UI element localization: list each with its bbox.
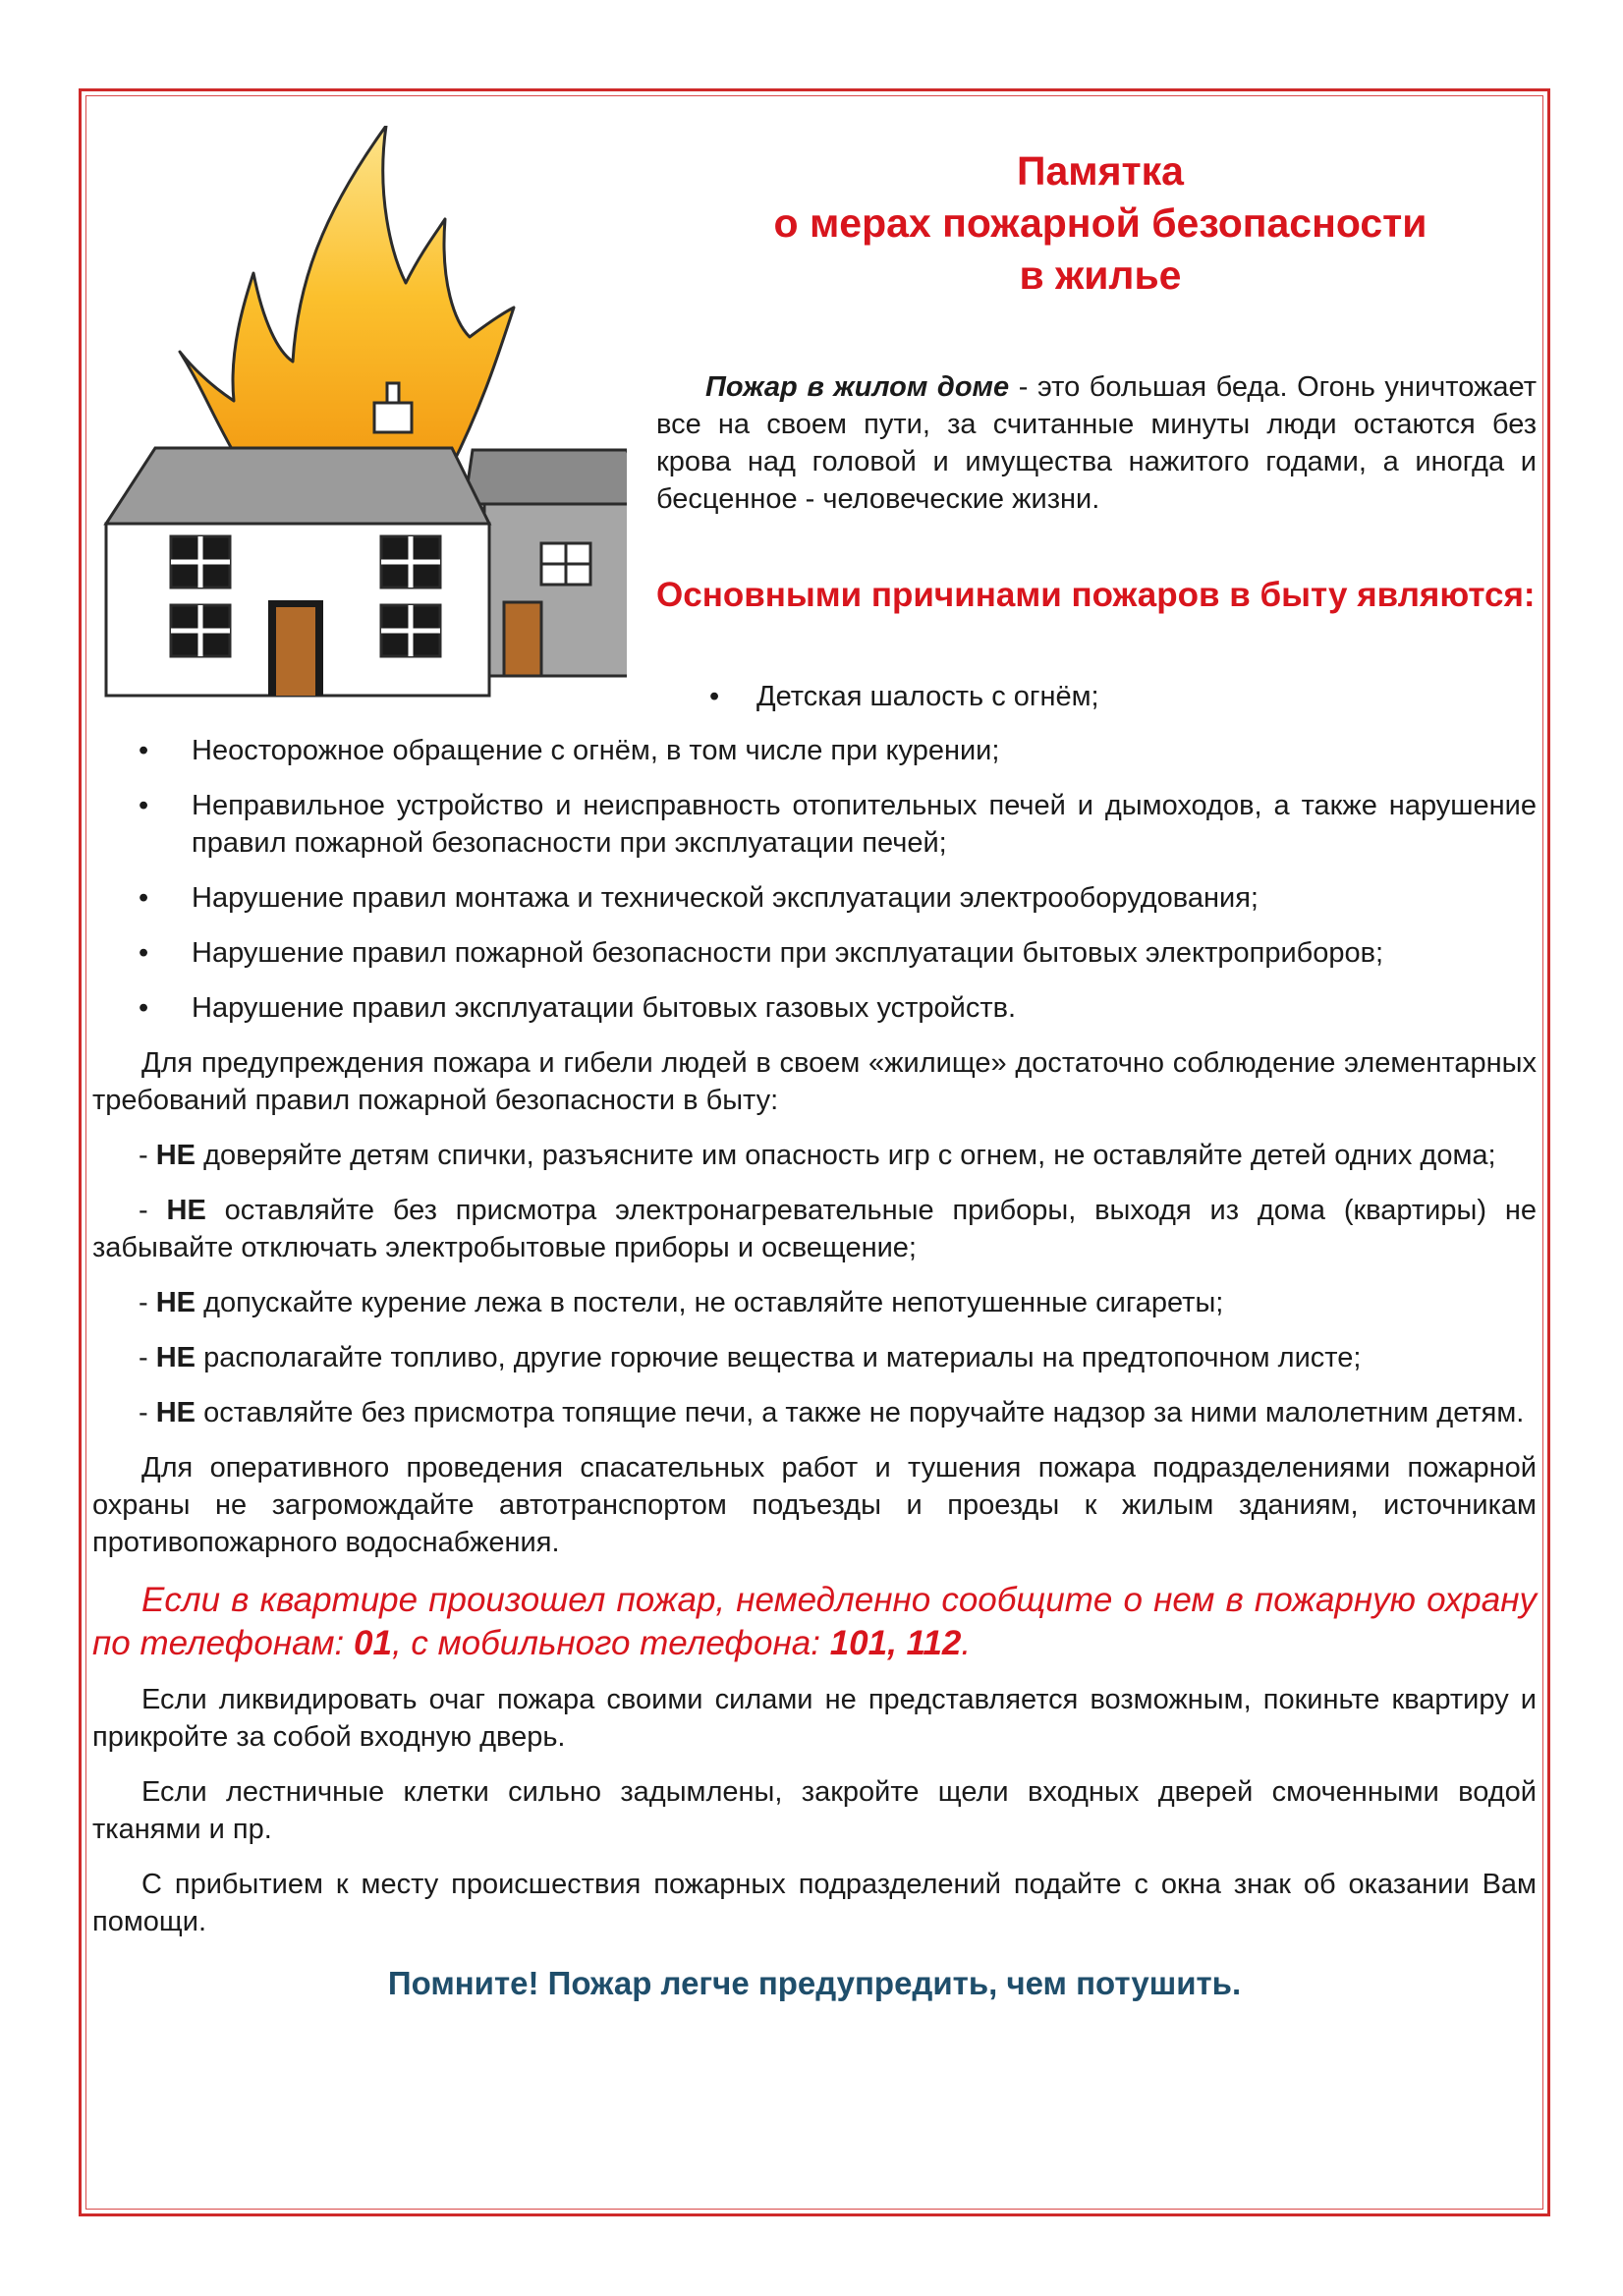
rule-text: оставляйте без присмотра электронагревательные приборы, выходя из дома (квартиры) не забывайте отключать электробытовые приборы и освещение; (92, 1195, 1537, 1263)
rule-text: располагайте топливо, другие горючие вещества и материалы на предтопочном листе; (196, 1342, 1362, 1373)
emergency-end: . (961, 1624, 972, 1662)
bullet-icon: • (139, 937, 149, 969)
rule-item (92, 1394, 1537, 1431)
cause-item (92, 934, 1537, 972)
rule-text: допускайте курение лежа в постели, не оставляйте непотушенные сигареты; (196, 1287, 1224, 1318)
emergency-text-1: Если в квартире произошел пожар, немедленно сообщите о нем в пожарную охрану по телефонам: (92, 1581, 1537, 1662)
cause-text: Неправильное устройство и неисправность отопительных печей и дымоходов, а также нарушение правил пожарной безопасности при эксплуатации печей; (192, 790, 1537, 859)
prevention-intro: Для предупреждения пожара и гибели людей в своем «жилище» достаточно соблюдение элементарных требований правил пожарной безопасности в быту: (92, 1047, 1537, 1116)
access-note: Для оперативного проведения спасательных работ и тушения пожара подразделениями пожарной охраны не загромождайте автотранспортом подъезды и проезды к жилым зданиям, источникам противопожарного водоснабжения. (92, 1452, 1537, 1558)
title-line-3: в жилье (1019, 252, 1182, 298)
cause-item (709, 678, 1099, 715)
cause-item (92, 732, 1537, 769)
cause-text: Нарушение правил эксплуатации бытовых газовых устройств. (192, 992, 1017, 1024)
rule-item (92, 1284, 1537, 1321)
title-line-2: о мерах пожарной безопасности (773, 200, 1427, 246)
cause-item (92, 787, 1537, 862)
main-body (92, 732, 1537, 2005)
bullet-icon: • (709, 681, 720, 712)
rule-item (92, 1339, 1537, 1376)
reminder-slogan: Помните! Пожар легче предупредить, чем потушить. (387, 1965, 1242, 2001)
house-on-fire-icon (96, 126, 627, 705)
rule-keyword: НЕ (166, 1195, 206, 1226)
rule-keyword: НЕ (155, 1140, 196, 1171)
rule-text: оставляйте без присмотра топящие печи, а также не поручайте надзор за ними малолетним детям. (196, 1397, 1525, 1428)
rule-dash: - (139, 1287, 156, 1318)
cause-item (92, 879, 1537, 917)
intro-text: - это большая беда. Огонь уничтожает все на своем пути, за считанные минуты люди остаются без крова над головой и имущества нажитого годами, а иногда и бесценное - человеческие жизни. (656, 371, 1537, 515)
rule-keyword: НЕ (155, 1287, 196, 1318)
intro-paragraph (656, 368, 1537, 518)
advice-paragraph: Если лестничные клетки сильно задымлены, закройте щели входных дверей смоченными водой тканями и пр. (92, 1776, 1537, 1845)
cause-item (92, 989, 1537, 1027)
rule-keyword: НЕ (155, 1342, 196, 1373)
title-line-1: Памятка (1017, 148, 1184, 194)
rule-item (92, 1137, 1537, 1174)
flame-shape (180, 126, 514, 470)
emergency-phone-1: 01 (354, 1624, 392, 1662)
causes-heading: Основными причинами пожаров в быту являются: (656, 576, 1536, 614)
emergency-text-2: , с мобильного телефона: (391, 1624, 830, 1662)
bullet-icon: • (139, 882, 149, 914)
bullet-icon: • (139, 992, 149, 1024)
rule-dash: - (139, 1397, 156, 1428)
intro-lead: Пожар в жилом доме (705, 371, 1010, 403)
rule-dash: - (139, 1140, 156, 1171)
emergency-phone-2: 101, 112 (829, 1624, 962, 1662)
rule-text: доверяйте детям спички, разъясните им опасность игр с огнем, не оставляйте детей одних дома; (196, 1140, 1496, 1171)
page-title (688, 145, 1513, 302)
bullet-icon: • (139, 790, 149, 821)
cause-text: Нарушение правил пожарной безопасности при эксплуатации бытовых электроприборов; (192, 937, 1384, 969)
cause-text: Неосторожное обращение с огнём, в том числе при курении; (192, 735, 1000, 766)
emergency-warning (92, 1579, 1537, 1665)
advice-paragraph: С прибытием к месту происшествия пожарных подразделений подайте с окна знак об оказании Вам помощи. (92, 1869, 1537, 1937)
advice-paragraph: Если ликвидировать очаг пожара своими силами не представляется возможным, покиньте квартиру и прикройте за собой входную дверь. (92, 1684, 1537, 1753)
rule-dash: - (139, 1342, 156, 1373)
cause-text: Нарушение правил монтажа и технической эксплуатации электрооборудования; (192, 882, 1259, 914)
rule-dash: - (139, 1195, 167, 1226)
rule-keyword: НЕ (155, 1397, 196, 1428)
bullet-icon: • (139, 735, 149, 766)
cause-text: Детская шалость с огнём; (756, 681, 1099, 712)
rule-item (92, 1192, 1537, 1266)
